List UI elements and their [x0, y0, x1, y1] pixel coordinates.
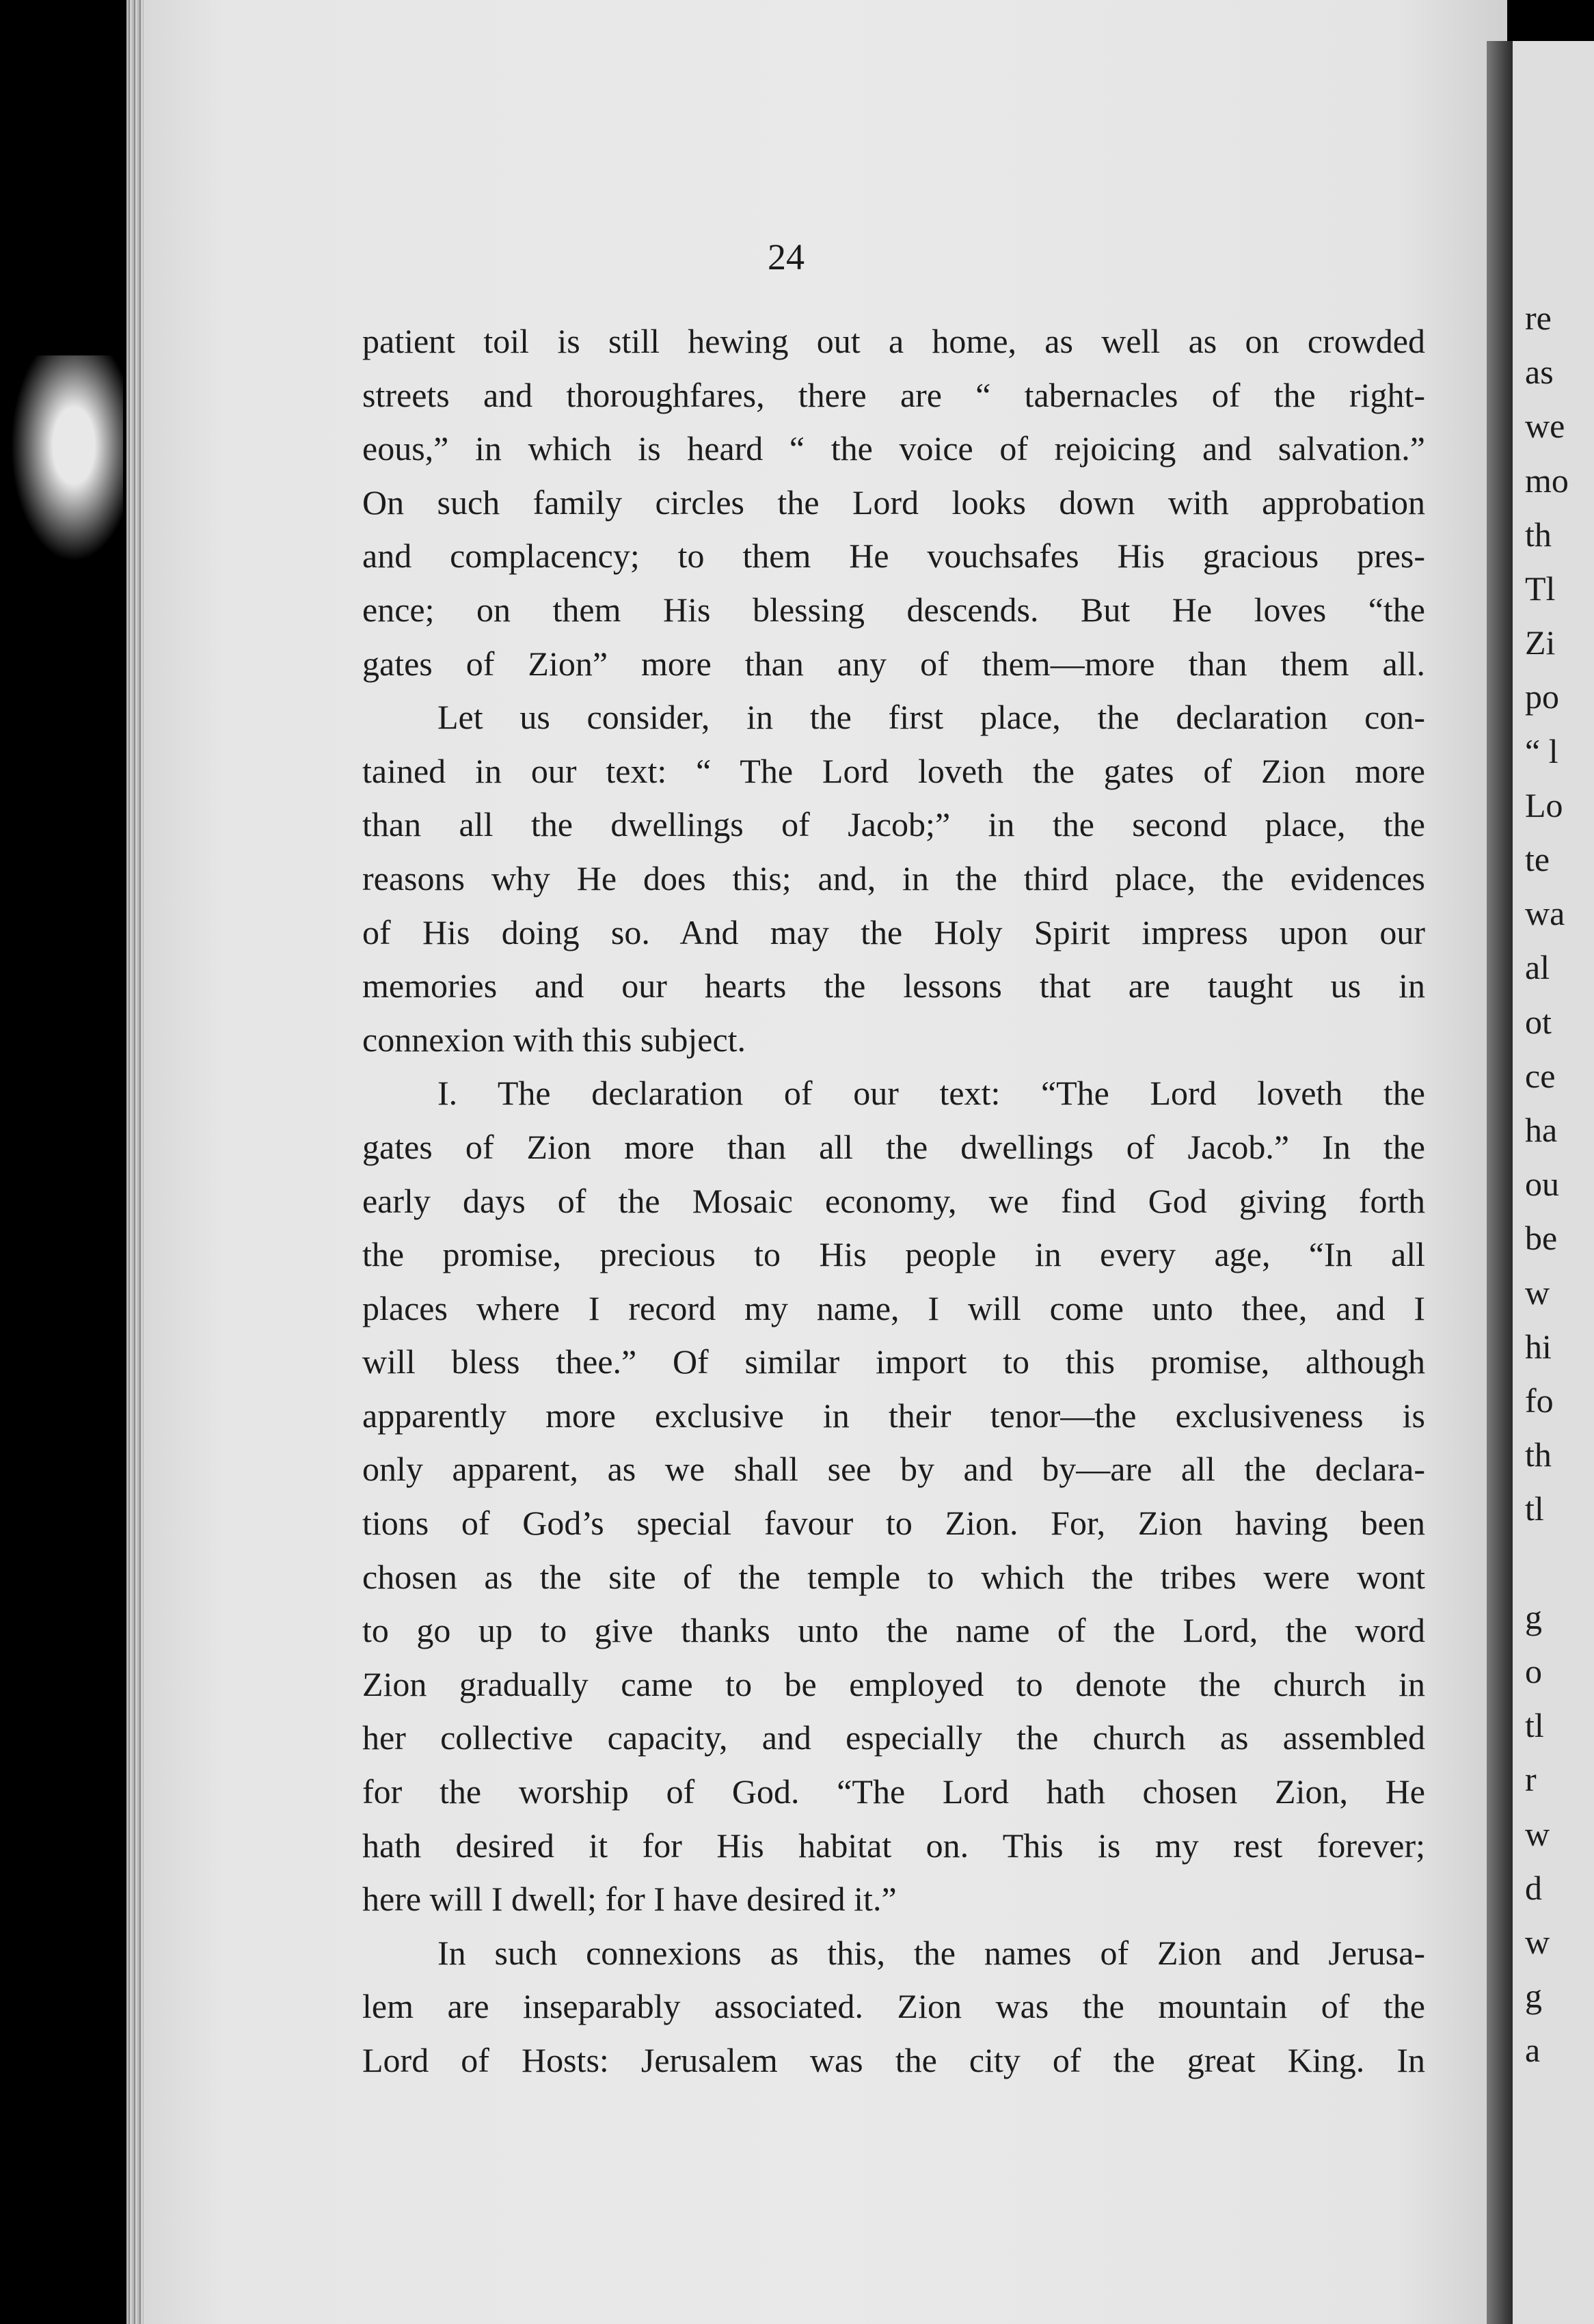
- text-line: her collective capacity, and especially the church as assembled: [362, 1718, 1425, 1757]
- facing-page-fragment: po: [1525, 677, 1559, 716]
- text-line: places where I record my name, I will come unto thee, and I: [362, 1288, 1425, 1327]
- text-line: of His doing so. And may the Holy Spirit impress upon our: [362, 913, 1425, 951]
- facing-page-fragment: w: [1525, 1923, 1550, 1961]
- facing-page-fragment: Zi: [1525, 623, 1556, 662]
- facing-page-fragment: th: [1525, 515, 1552, 554]
- text-line: reasons why He does this; and, in the third place, the evidences: [362, 859, 1425, 897]
- facing-page-fragment: re: [1525, 299, 1552, 337]
- facing-page-fragment: te: [1525, 840, 1550, 878]
- text-line: eous,” in which is heard “ the voice of rejoicing and salvation.”: [362, 429, 1425, 468]
- facing-page-edge: [1513, 41, 1594, 2324]
- text-line: Zion gradually came to be employed to denote the church in: [362, 1664, 1425, 1703]
- facing-page-fragment: Tl: [1525, 569, 1556, 608]
- text-line: apparently more exclusive in their tenor—the exclusiveness is: [362, 1396, 1425, 1435]
- facing-page-fragment: w: [1525, 1273, 1550, 1312]
- book-gutter: [1487, 41, 1513, 2324]
- facing-page-fragment: tl: [1525, 1706, 1544, 1745]
- text-line: than all the dwellings of Jacob;” in the second place, the: [362, 805, 1425, 844]
- facing-page-fragment: ha: [1525, 1111, 1558, 1149]
- facing-page-fragment: wa: [1525, 894, 1565, 933]
- facing-page-fragment: as: [1525, 353, 1554, 392]
- text-line: only apparent, as we shall see by and by—are all the declara-: [362, 1450, 1425, 1489]
- text-line: ence; on them His blessing descends. But He loves “the: [362, 590, 1425, 629]
- facing-page-fragment: “ l: [1525, 731, 1558, 770]
- facing-page-fragment: hi: [1525, 1327, 1552, 1366]
- text-line: I. The declaration of our text: “The Lord loveth the: [437, 1074, 1425, 1113]
- text-line: chosen as the site of the temple to which the tribes were wont: [362, 1557, 1425, 1596]
- facing-page-fragment: ot: [1525, 1002, 1552, 1041]
- text-line: and complacency; to them He vouchsafes His gracious pres-: [362, 537, 1425, 576]
- facing-page-fragment: g: [1525, 1977, 1542, 2016]
- facing-page-fragment: ou: [1525, 1165, 1559, 1204]
- text-line: will bless thee.” Of similar import to this promise, although: [362, 1342, 1425, 1381]
- body-text: [362, 314, 1425, 2087]
- text-line: here will I dwell; for I have desired it.”: [362, 1880, 897, 1919]
- text-line: tained in our text: “ The Lord loveth the gates of Zion more: [362, 751, 1425, 790]
- text-line: to go up to give thanks unto the name of the Lord, the word: [362, 1611, 1425, 1650]
- text-line: hath desired it for His habitat on. This is my rest forever;: [362, 1826, 1425, 1865]
- facing-page-fragment: Lo: [1525, 785, 1563, 824]
- facing-page-fragment: tl: [1525, 1489, 1544, 1528]
- facing-page-fragment: g: [1525, 1597, 1542, 1636]
- text-line: connexion with this subject.: [362, 1020, 746, 1059]
- text-line: streets and thoroughfares, there are “ tabernacles of the right-: [362, 375, 1425, 414]
- text-line: memories and our hearts the lessons that are taught us in: [362, 967, 1425, 1005]
- facing-page-fragment: mo: [1525, 461, 1569, 500]
- facing-page-fragment: ce: [1525, 1056, 1556, 1095]
- facing-page-fragment: r: [1525, 1760, 1537, 1799]
- text-line: gates of Zion more than all the dwellings of Jacob.” In the: [362, 1127, 1425, 1166]
- page-stack-edge: [126, 0, 144, 2324]
- facing-page-fragment: th: [1525, 1435, 1552, 1474]
- text-line: Let us consider, in the first place, the declaration con-: [437, 698, 1425, 737]
- facing-page-fragment: we: [1525, 407, 1565, 446]
- facing-page-fragment: a: [1525, 2031, 1541, 2070]
- text-line: Lord of Hosts: Jerusalem was the city of the great King. In: [362, 2041, 1425, 2079]
- text-line: early days of the Mosaic economy, we find God giving forth: [362, 1181, 1425, 1220]
- text-line: tions of God’s special favour to Zion. For, Zion having been: [362, 1504, 1425, 1543]
- text-line: gates of Zion” more than any of them—more than them all.: [362, 644, 1425, 683]
- facing-page-fragment: be: [1525, 1219, 1558, 1258]
- text-line: lem are inseparably associated. Zion was the mountain of the: [362, 1987, 1425, 2026]
- page-number: 24: [768, 237, 805, 278]
- facing-page-fragment: d: [1525, 1868, 1542, 1907]
- text-line: On such family circles the Lord looks down with approbation: [362, 483, 1425, 522]
- torn-paper-scrap: [0, 355, 123, 581]
- facing-page-fragment: o: [1525, 1652, 1542, 1690]
- facing-page-fragment: fo: [1525, 1381, 1554, 1420]
- facing-page-fragment: w: [1525, 1814, 1550, 1853]
- text-line: patient toil is still hewing out a home, as well as on crowded: [362, 322, 1425, 360]
- facing-page-fragment: al: [1525, 948, 1550, 987]
- text-line: In such connexions as this, the names of Zion and Jerusa-: [437, 1933, 1425, 1972]
- text-line: for the worship of God. “The Lord hath chosen Zion, He: [362, 1772, 1425, 1811]
- text-line: the promise, precious to His people in every age, “In all: [362, 1235, 1425, 1274]
